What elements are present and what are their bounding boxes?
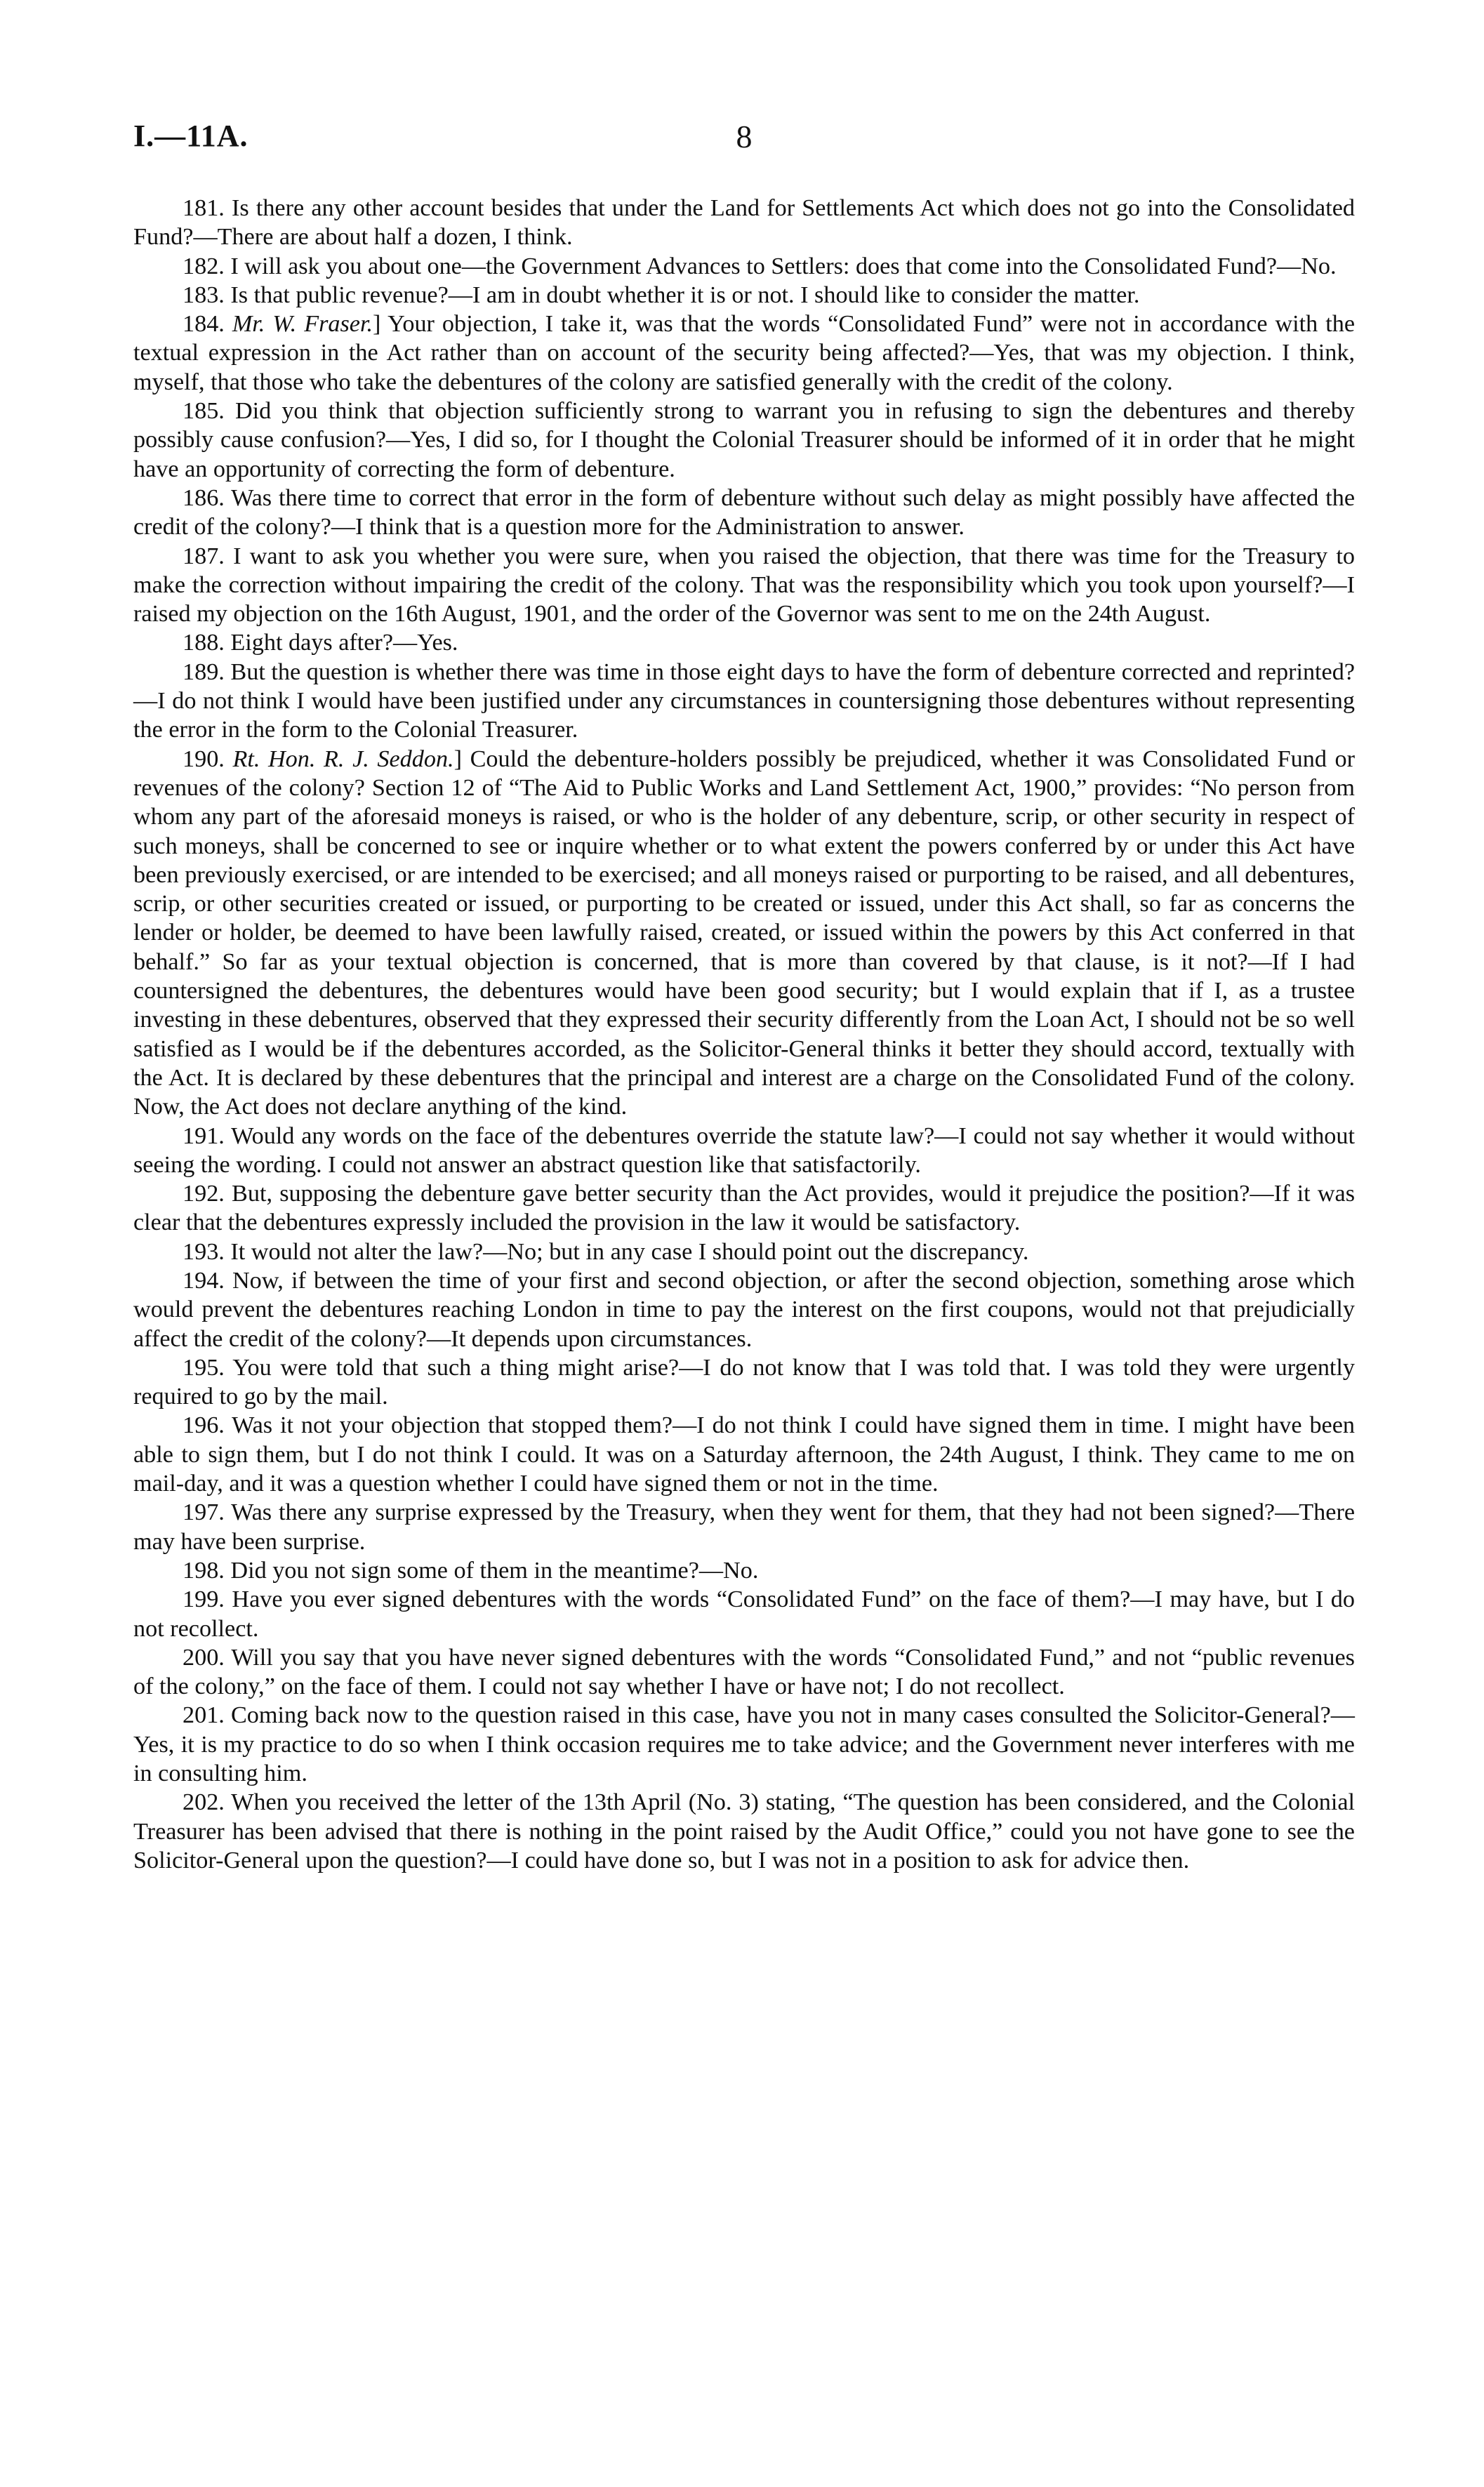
testimony-text: [133, 194, 1355, 1875]
question-183: 183. Is that public revenue?—I am in doubt whether it is or not. I should like to consider the matter.: [183, 281, 1140, 308]
question-192: 192. But, supposing the debenture gave better security than the Act provides, would it prejudice the position?—If it was clear that the debentures expressly included the provision in the law it would be satisfactory.: [133, 1181, 1355, 1236]
question-201: 201. Coming back now to the question raised in this case, have you not in many cases consulted the Solicitor-General?—Yes, it is my practice to do so when I think occasion requires me to take advice; and the Government never interferes with me in consulting him.: [133, 1702, 1355, 1787]
question-text: ] Could the debenture-holders possibly be prejudiced, whether it was Consolidated Fund or revenues of the colony? Section 12 of “The Aid to Public Works and Land Settlement Act, 1900,” provides: “No person from whom any part of the aforesaid moneys is raised, or who is the holder of any debenture, scrip, or other security in respect of such moneys, shall be concerned to see or inquire whether or to what extent the powers conferred by or under this Act have been previously exercised, or are intended to be exercised; and all moneys raised or purporting to be raised, and all debentures, scrip, or other securities created or issued, or purporting to be created or issued, under this Act shall, so far as concerns the lender or holder, be deemed to have been lawfully raised, created, or issued within the powers by this Act conferred in that behalf.” So far as your textual objection is concerned, that is more than covered by that clause, is it not?—If I had countersigned the debentures, the debentures would have been good security; but I would explain that if I, as a trustee investing in these debentures, observed that they expressed their security differently from the Loan Act, I should not be so well satisfied as I would be if the debentures accorded, as the Solicitor-General thinks it better they should accord, textually with the Act. It is declared by these debentures that the principal and interest are a charge on the Consolidated Fund of the colony. Now, the Act does not declare anything of the kind.: [133, 745, 1355, 1120]
question-189: 189. But the question is whether there was time in those eight days to have the form of debenture corrected and reprinted?—I do not think I would have been justified under any circumstances in countersigning those debentures without representing the error in the form to the Colonial Treasurer.: [133, 658, 1355, 743]
speaker-name: Rt. Hon. R. J. Seddon.: [232, 745, 454, 772]
page-number: 8: [736, 119, 753, 154]
question-number: 190.: [183, 745, 225, 772]
running-head: [133, 118, 1355, 160]
question-181: 181. Is there any other account besides that under the Land for Settlements Act which does not go into the Consolidated Fund?—There are about half a dozen, I think.: [133, 195, 1355, 251]
question-190: [133, 745, 1355, 1122]
question-186: 186. Was there time to correct that error in the form of debenture without such delay as might possibly have affected the credit of the colony?—I think that is a question more for the Administration to answer.: [133, 484, 1355, 540]
question-188: 188. Eight days after?—Yes.: [183, 630, 458, 656]
speaker-name: Mr. W. Fraser.: [232, 311, 373, 338]
question-191: 191. Would any words on the face of the debentures override the statute law?—I could not say whether it would without seeing the wording. I could not answer an abstract question like that satisfactorily.: [133, 1122, 1355, 1178]
question-199: 199. Have you ever signed debentures with the words “Consolidated Fund” on the face of them?—I may have, but I do not recollect.: [133, 1586, 1355, 1642]
document-reference: I.—11A.: [133, 119, 249, 153]
question-193: 193. It would not alter the law?—No; but in any case I should point out the discrepancy.: [183, 1238, 1029, 1265]
question-198: 198. Did you not sign some of them in the meantime?—No.: [183, 1557, 759, 1584]
question-195: 195. You were told that such a thing might arise?—I do not know that I was told that. I was told they were urgently required to go by the mail.: [133, 1354, 1355, 1410]
question-197: 197. Was there any surprise expressed by the Treasury, when they went for them, that they had not been signed?—There may have been surprise.: [133, 1499, 1355, 1555]
question-184: [133, 310, 1355, 397]
question-194: 194. Now, if between the time of your first and second objection, or after the second objection, something arose which would prevent the debentures reaching London in time to pay the interest on the first coupons, would not that prejudicially affect the credit of the colony?—It depends upon circumstances.: [133, 1267, 1355, 1352]
question-187: 187. I want to ask you whether you were sure, when you raised the objection, that there was time for the Treasury to make the correction without impairing the credit of the colony. That was the responsibility which you took upon yourself?—I raised my objection on the 16th August, 1901, and the order of the Governor was sent to me on the 24th August.: [133, 543, 1355, 628]
question-202: 202. When you received the letter of the 13th April (No. 3) stating, “The question has been considered, and the Colonial Treasurer has been advised that there is nothing in the point raised by the Audit Office,” could you not have gone to see the Solicitor-General upon the question?—I could have done so, but I was not in a position to ask for advice then.: [133, 1789, 1355, 1873]
question-200: 200. Will you say that you have never signed debentures with the words “Consolidated Fund,” and not “public revenues of the colony,” on the face of them. I could not say whether I have or have not; I do not recollect.: [133, 1644, 1355, 1700]
question-text: ] Your objection, I take it, was that the words “Consolidated Fund” were not in accordance with the textual expression in the Act rather than on account of the security being affected?—Yes, that was my objection. I think, myself, that those who take the debentures of the colony are satisfied generally with the credit of the colony.: [133, 311, 1355, 395]
question-number: 184.: [183, 311, 225, 338]
question-196: 196. Was it not your objection that stopped them?—I do not think I could have signed them in time. I might have been able to sign them, but I do not think I could. It was on a Saturday afternoon, the 24th August, I think. They came to me on mail-day, and it was a question whether I could have signed them or not in the time.: [133, 1412, 1355, 1497]
question-185: 185. Did you think that objection sufficiently strong to warrant you in refusing to sign the debentures and thereby possibly cause confusion?—Yes, I did so, for I thought the Colonial Treasurer should be informed of it in order that he might have an opportunity of correcting the form of debenture.: [133, 398, 1355, 482]
question-182: 182. I will ask you about one—the Government Advances to Settlers: does that come into the Consolidated Fund?—No.: [183, 253, 1337, 279]
